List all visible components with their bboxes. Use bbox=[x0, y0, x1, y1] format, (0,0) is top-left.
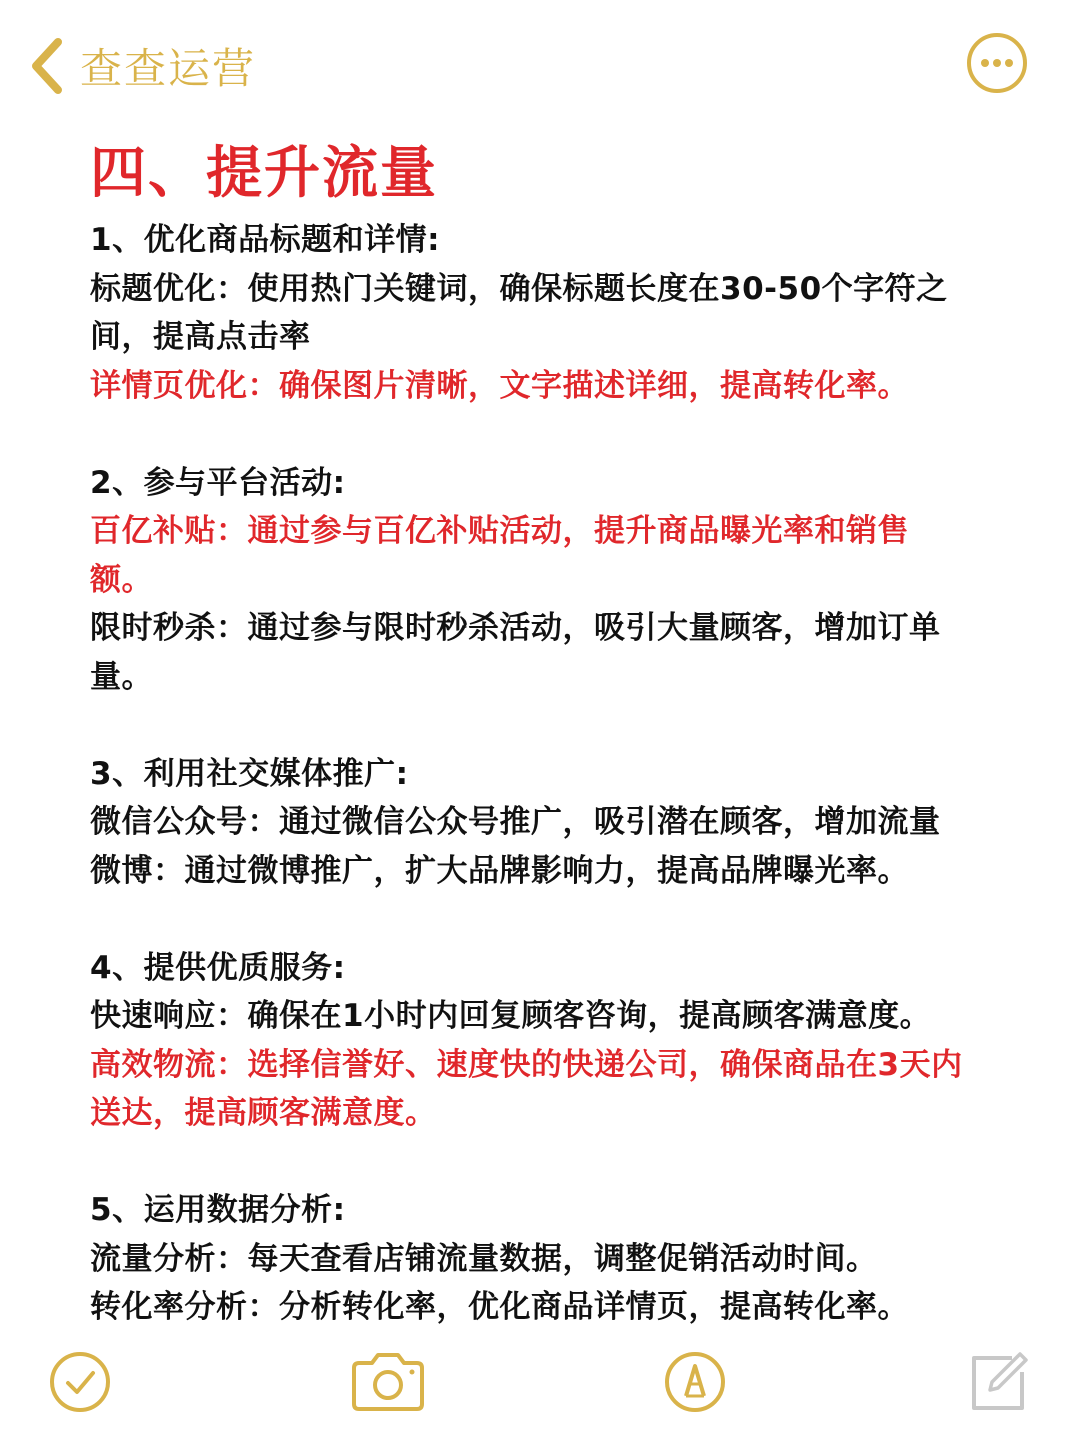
pen-circle-icon bbox=[663, 1350, 727, 1414]
text-line: 微信公众号：通过微信公众号推广，吸引潜在顾客，增加流量 bbox=[90, 804, 941, 840]
note-section bbox=[90, 750, 1010, 896]
section-heading: 4、提供优质服务: bbox=[90, 949, 346, 986]
compose-icon bbox=[966, 1350, 1030, 1414]
highlighted-text-line: 高效物流：选择信誉好、速度快的快递公司，确保商品在3天内 bbox=[90, 1046, 963, 1083]
note-content[interactable] bbox=[90, 138, 1010, 1332]
note-section bbox=[90, 459, 1010, 702]
camera-icon bbox=[348, 1350, 428, 1414]
text-line: 限时秒杀：通过参与限时秒杀活动，吸引大量顾客，增加订单 bbox=[90, 610, 941, 646]
section-spacer bbox=[90, 410, 1010, 459]
section-heading: 1、优化商品标题和详情: bbox=[90, 222, 440, 258]
ellipsis-circle-icon bbox=[966, 79, 1028, 98]
section-heading: 5、运用数据分析: bbox=[90, 1192, 346, 1228]
back-label: 查查运营 bbox=[80, 44, 257, 93]
text-line: 量。 bbox=[90, 658, 153, 695]
highlighted-text-line: 百亿补贴：通过参与百亿补贴活动，提升商品曝光率和销售 bbox=[90, 513, 909, 549]
camera-button[interactable] bbox=[348, 1350, 428, 1414]
text-line: 快速响应：确保在1小时内回复顾客咨询，提高顾客满意度。 bbox=[90, 998, 932, 1034]
page-title: 四、提升流量 bbox=[90, 141, 438, 206]
text-line: 微博：通过微博推广，扩大品牌影响力，提高品牌曝光率。 bbox=[90, 852, 909, 889]
text-line: 流量分析：每天查看店铺流量数据，调整促销活动时间。 bbox=[90, 1240, 878, 1277]
text-line: 转化率分析：分析转化率，优化商品详情页，提高转化率。 bbox=[90, 1289, 909, 1325]
text-line: 标题优化：使用热门关键词，确保标题长度在30-50个字符之 bbox=[90, 270, 948, 307]
section-spacer bbox=[90, 701, 1010, 750]
highlighted-text-line: 详情页优化：确保图片清晰，文字描述详细，提高转化率。 bbox=[90, 367, 909, 404]
compose-button[interactable] bbox=[966, 1350, 1030, 1414]
more-button[interactable] bbox=[966, 32, 1028, 94]
section-heading: 2、参与平台活动: bbox=[90, 464, 346, 501]
chevron-left-icon bbox=[28, 38, 64, 94]
note-section bbox=[90, 216, 1010, 410]
section-heading: 3、利用社交媒体推广: bbox=[90, 755, 409, 792]
highlighted-text-line: 送达，提高顾客满意度。 bbox=[90, 1095, 437, 1131]
top-navigation-bar bbox=[0, 0, 1080, 130]
section-spacer bbox=[90, 1138, 1010, 1187]
markup-button[interactable] bbox=[663, 1350, 727, 1414]
highlighted-text-line: 额。 bbox=[90, 561, 153, 598]
note-section bbox=[90, 1186, 1010, 1332]
checkmark-circle-icon bbox=[48, 1350, 112, 1414]
bottom-toolbar bbox=[0, 1340, 1080, 1443]
note-section bbox=[90, 944, 1010, 1138]
text-line: 间，提高点击率 bbox=[90, 319, 311, 355]
back-button[interactable] bbox=[28, 36, 256, 96]
section-spacer bbox=[90, 895, 1010, 944]
note-body bbox=[90, 216, 1010, 1332]
checklist-button[interactable] bbox=[48, 1350, 112, 1414]
